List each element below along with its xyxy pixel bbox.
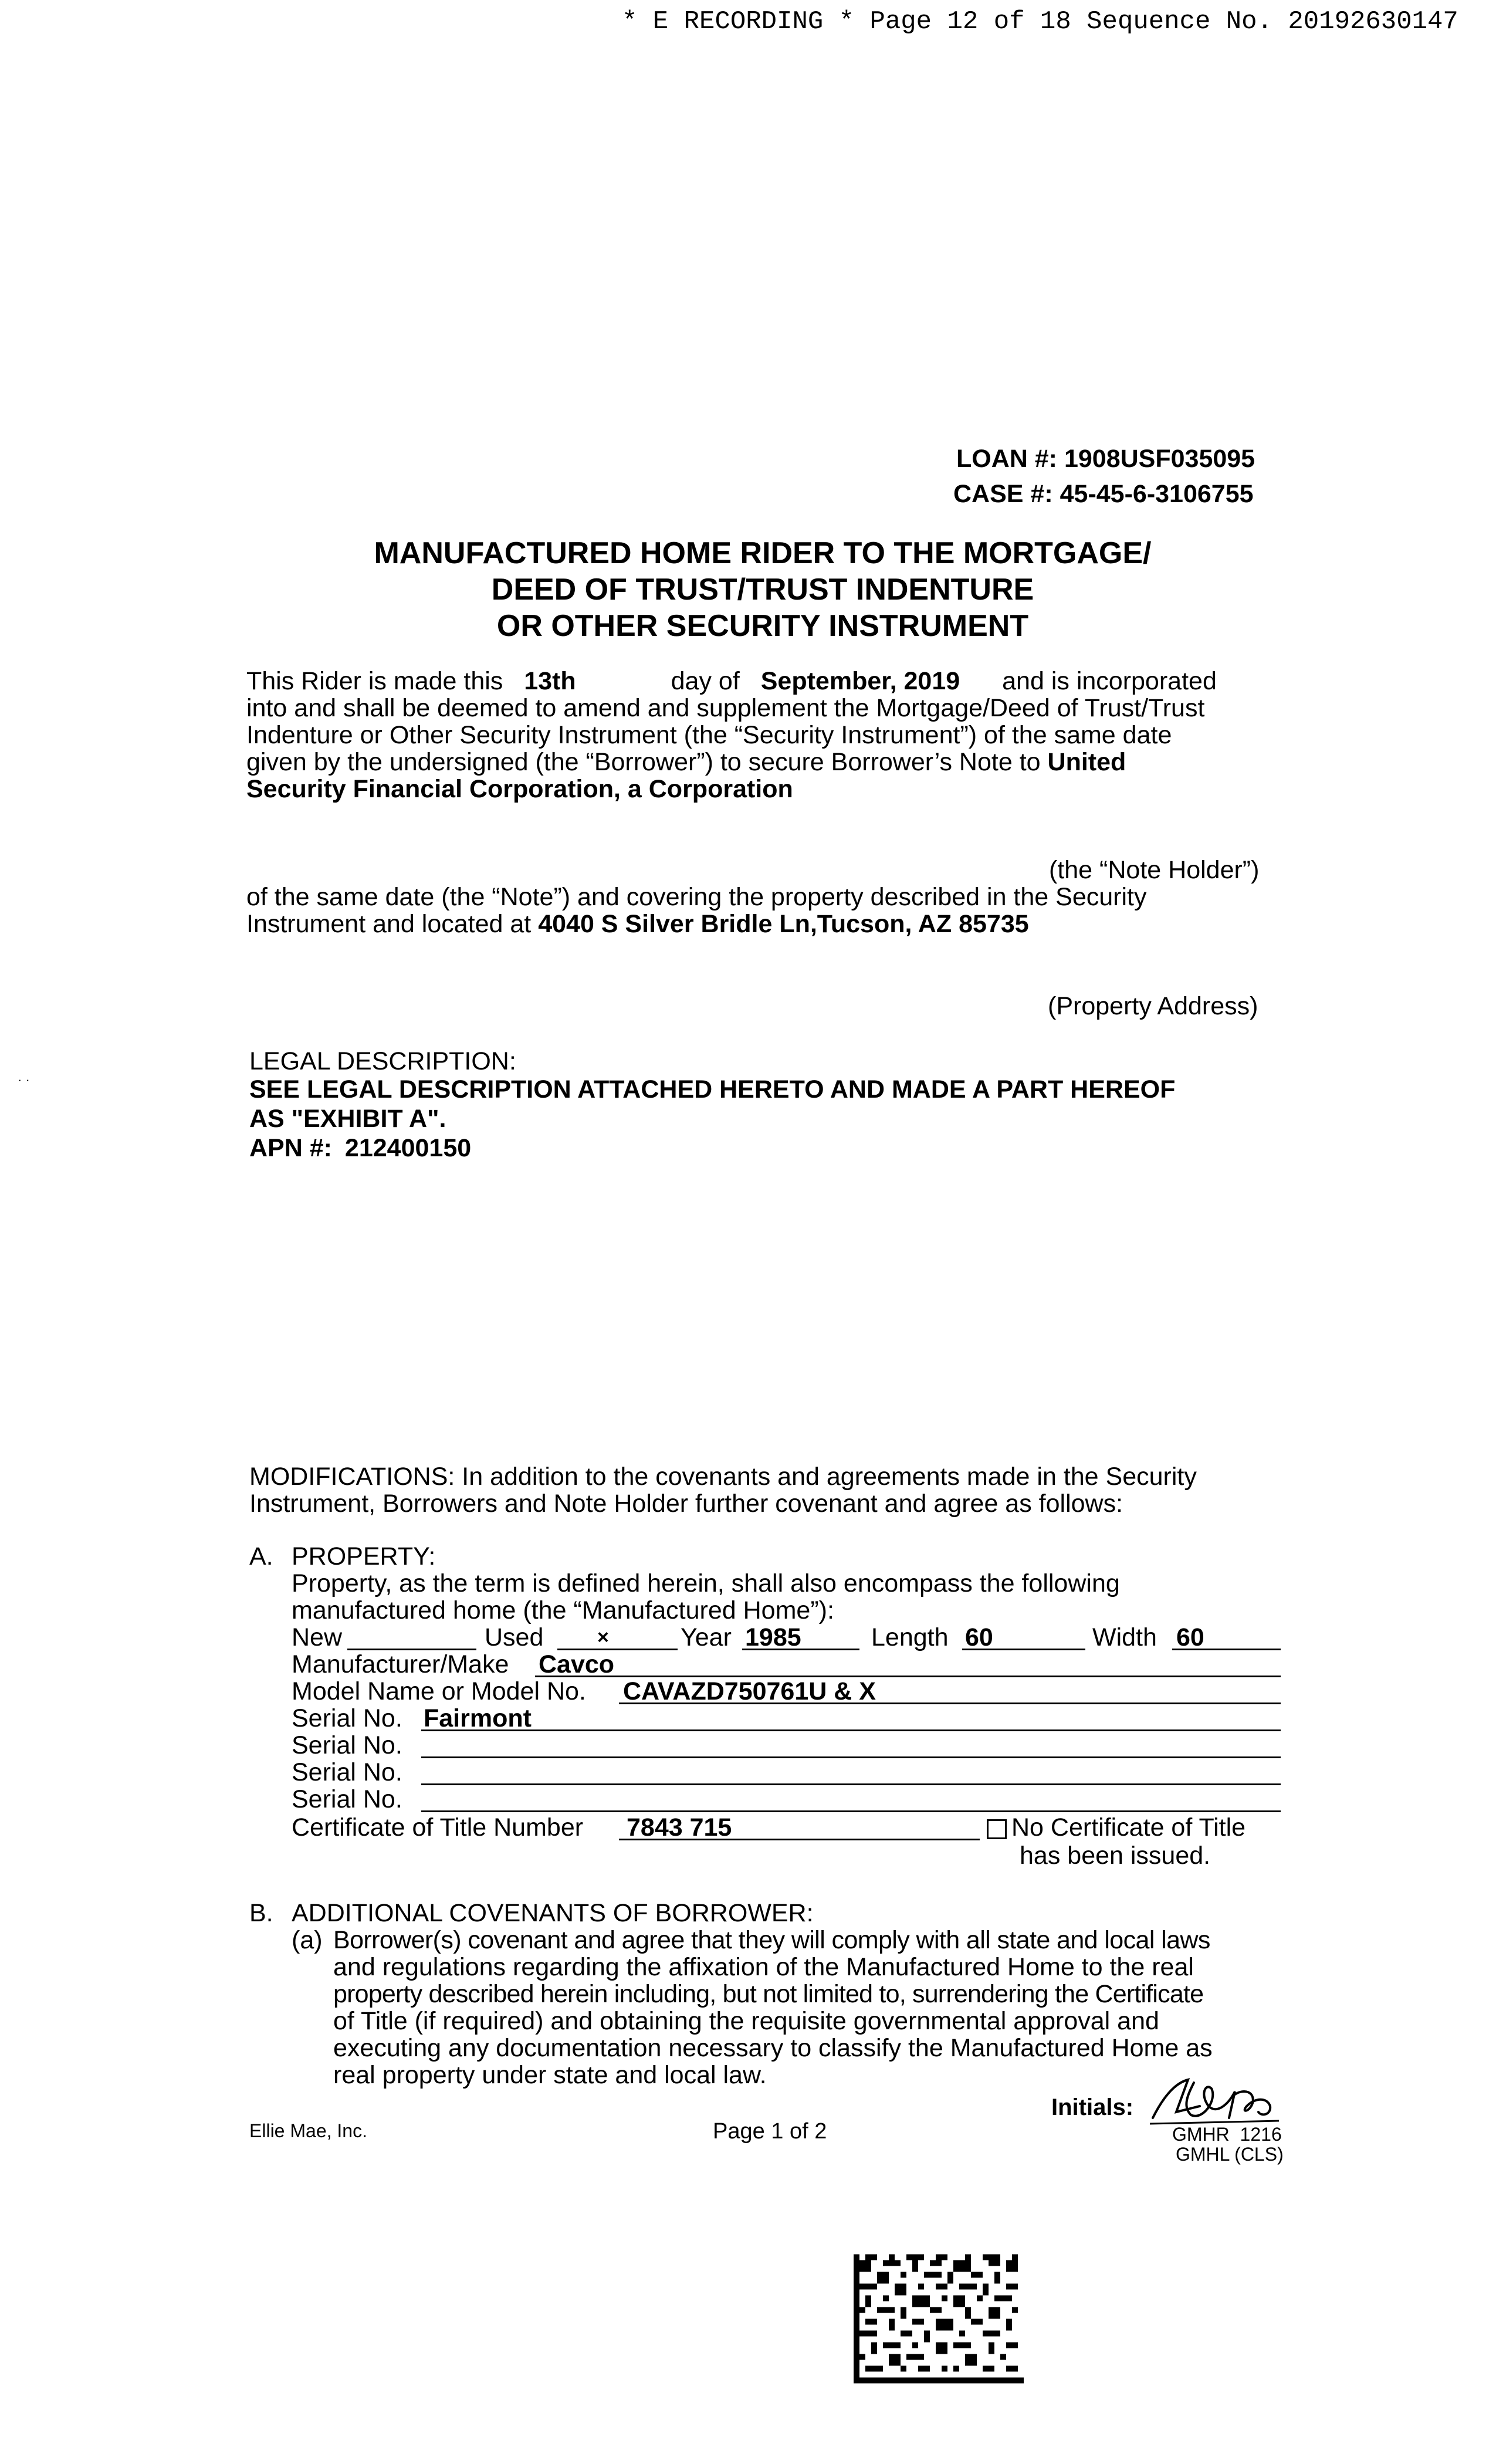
intro-line-2: into and shall be deemed to amend and supplement the Mortgage/Deed of Trust/Trust (246, 694, 1205, 722)
title-line-1: MANUFACTURED HOME RIDER TO THE MORTGAGE/ (374, 536, 1152, 570)
serial-value-1: Fairmont (424, 1704, 532, 1732)
intro-text: Instrument and located at (246, 910, 532, 938)
width-label: Width (1092, 1623, 1157, 1651)
no-title-checkbox[interactable] (987, 1819, 1007, 1839)
scan-mark: · · (18, 1072, 30, 1087)
serial-blank-line-1 (421, 1729, 1281, 1731)
legal-description-line-1: SEE LEGAL DESCRIPTION ATTACHED HERETO AND MADE A PART HEREOF (249, 1075, 1176, 1104)
apn-line (249, 1135, 471, 1162)
section-a-marker: A. (249, 1542, 273, 1571)
page-number: Page 1 of 2 (713, 2119, 827, 2144)
new-label: New (292, 1623, 343, 1651)
initials-signature (1147, 2071, 1288, 2127)
intro-line-1 (246, 668, 1217, 695)
section-b-line-3: property described herein including, but not limited to, surrendering the Certificate (333, 1980, 1204, 2008)
section-b-heading: ADDITIONAL COVENANTS OF BORROWER: (292, 1899, 814, 1927)
section-a-text-1: Property, as the term is defined herein, shall also encompass the following (292, 1569, 1120, 1597)
no-title-label-2: has been issued. (1020, 1842, 1211, 1870)
case-number: 45-45-6-3106755 (1060, 480, 1254, 508)
form-code-1: GMHR 1216 (1172, 2124, 1282, 2145)
section-b-marker: B. (249, 1899, 273, 1927)
title-number-label: Certificate of Title Number (292, 1813, 584, 1842)
used-checkmark: × (597, 1626, 609, 1649)
document-title (235, 535, 1291, 644)
property-address: 4040 S Silver Bridle Ln,Tucson, AZ 85735 (538, 910, 1029, 938)
serial-label-1: Serial No. (292, 1704, 402, 1732)
note-holder-label: (the “Note Holder”) (1049, 856, 1260, 884)
rider-day: 13th (524, 667, 576, 695)
loan-number-line (956, 445, 1255, 473)
length-label: Length (871, 1623, 949, 1651)
serial-blank-line-3 (421, 1783, 1281, 1785)
case-label: CASE #: (953, 480, 1053, 508)
property-address-label: (Property Address) (1048, 992, 1258, 1020)
legal-description-label: LEGAL DESCRIPTION: (249, 1047, 516, 1075)
title-number-value: 7843 715 (627, 1813, 732, 1842)
section-b-line-1: Borrower(s) covenant and agree that they will comply with all state and local laws (333, 1926, 1210, 1954)
title-line-3: OR OTHER SECURITY INSTRUMENT (496, 609, 1029, 643)
intro-line-3: Indenture or Other Security Instrument (the “Security Instrument”) of the same date (246, 721, 1172, 749)
intro-text: and is incorporated (1002, 667, 1217, 695)
section-a-text-2: manufactured home (the “Manufactured Home”): (292, 1596, 834, 1624)
no-title-label-1: No Certificate of Title (1011, 1813, 1246, 1842)
year-value: 1985 (745, 1623, 801, 1651)
legal-description-line-2: AS "EXHIBIT A". (249, 1105, 446, 1133)
intro-text: given by the undersigned (the “Borrower”) to secure Borrower’s Note to (246, 748, 1041, 776)
make-value: Cavco (539, 1650, 615, 1678)
recording-header: * E RECORDING * Page 12 of 18 Sequence No. 20192630147 (622, 7, 1458, 36)
modifications-line-1: MODIFICATIONS: In addition to the covenants and agreements made in the Security (249, 1463, 1197, 1491)
serial-blank-line-2 (421, 1756, 1281, 1758)
initials-label: Initials: (1051, 2094, 1134, 2120)
section-b-item-marker: (a) (292, 1926, 323, 1954)
lender-name-part1: United (1047, 748, 1126, 776)
width-value: 60 (1176, 1623, 1204, 1651)
lender-name-part2: Security Financial Corporation, a Corporation (246, 775, 793, 803)
intro-line-4 (246, 749, 1126, 776)
serial-label-4: Serial No. (292, 1785, 402, 1813)
section-b-line-2: and regulations regarding the affixation of the Manufactured Home to the real (333, 1953, 1194, 1981)
title-line-2: DEED OF TRUST/TRUST INDENTURE (491, 573, 1034, 607)
make-label: Manufacturer/Make (292, 1650, 509, 1678)
intro-line-6 (246, 911, 1029, 937)
2d-barcode (854, 2253, 1024, 2385)
home-details-row (292, 1624, 342, 1651)
apn-number: 212400150 (344, 1134, 472, 1162)
no-title-option[interactable] (987, 1814, 1245, 1841)
serial-label-2: Serial No. (292, 1731, 402, 1759)
serial-blank-line-4 (421, 1810, 1281, 1812)
apn-label: APN #: (249, 1134, 332, 1162)
intro-text: This Rider is made this (246, 667, 503, 695)
section-b-line-4: of Title (if required) and obtaining the requisite governmental approval and (333, 2007, 1159, 2035)
serial-label-3: Serial No. (292, 1758, 402, 1786)
section-b-line-5: executing any documentation necessary to classify the Manufactured Home as (333, 2034, 1213, 2062)
rider-month-year: September, 2019 (760, 667, 960, 695)
case-number-line (953, 480, 1254, 509)
used-label: Used (485, 1623, 544, 1651)
model-value: CAVAZD750761U & X (623, 1677, 876, 1705)
year-label: Year (681, 1623, 732, 1651)
section-a-heading: PROPERTY: (292, 1542, 436, 1571)
intro-line-5: of the same date (the “Note”) and covering the property described in the Security (246, 883, 1147, 911)
model-label: Model Name or Model No. (292, 1677, 586, 1705)
loan-number: 1908USF035095 (1064, 445, 1255, 473)
vendor-name: Ellie Mae, Inc. (249, 2120, 367, 2141)
modifications-line-2: Instrument, Borrowers and Note Holder further covenant and agree as follows: (249, 1490, 1123, 1518)
form-code-2: GMHL (CLS) (1176, 2144, 1284, 2165)
intro-text: day of (671, 667, 740, 695)
loan-label: LOAN #: (956, 445, 1057, 473)
section-b-line-6: real property under state and local law. (333, 2061, 767, 2089)
length-value: 60 (965, 1623, 993, 1651)
